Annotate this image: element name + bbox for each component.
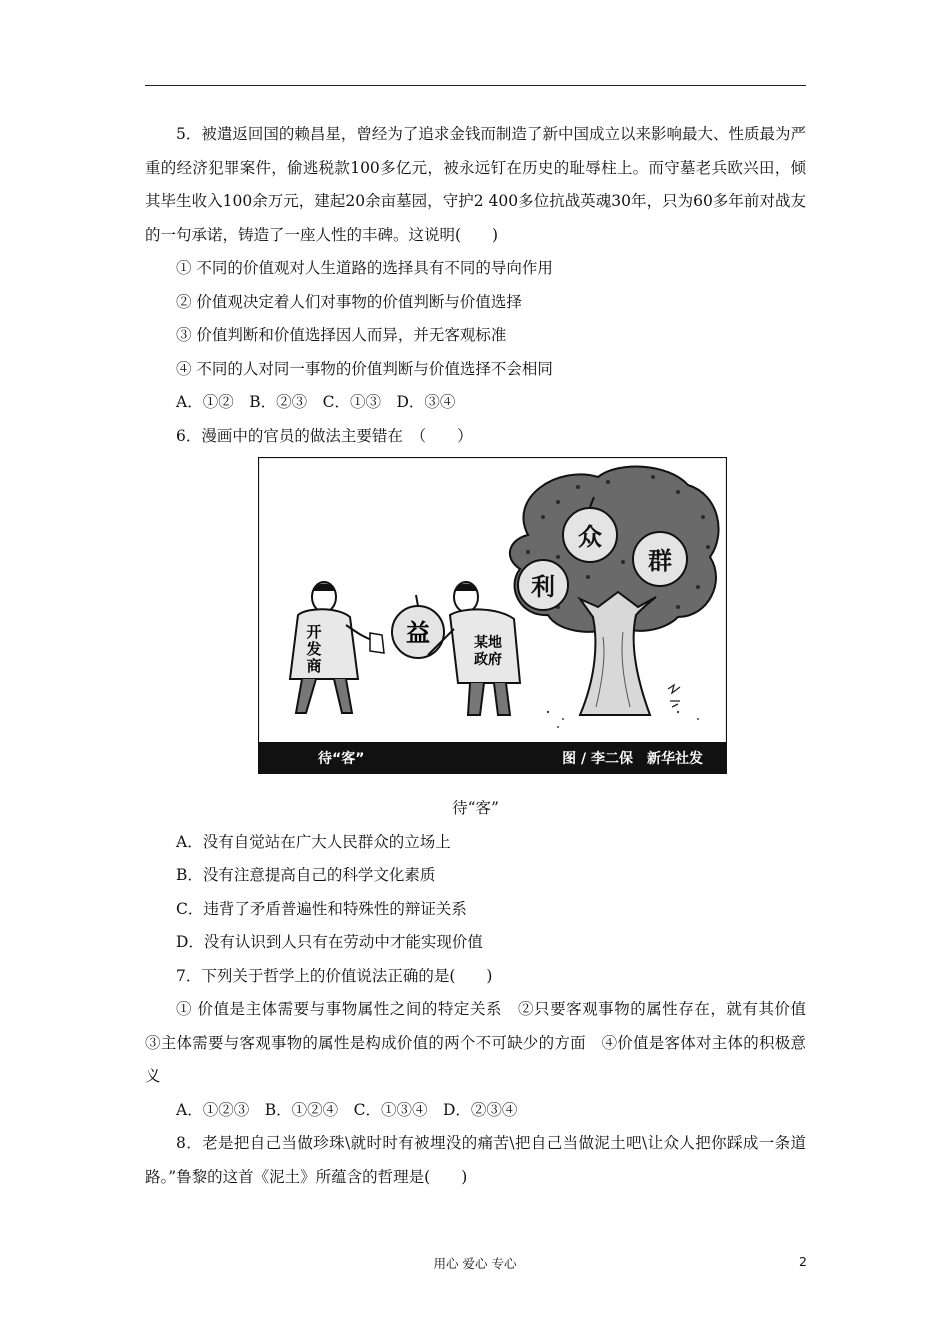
question-5-item-1: ① 不同的价值观对人生道路的选择具有不同的导向作用 [176, 259, 553, 277]
question-6-stem: 6．漫画中的官员的做法主要错在 （ ） [176, 426, 473, 445]
question-8-stem: 8．老是把自己当做珍珠\就时时有被埋没的痛苦\把自己当做泥土吧\让众人把你踩成一条道路。”鲁黎的这首《泥土》所蕴含的哲理是( ) [145, 1134, 806, 1186]
question-6-option-c: C．违背了矛盾普遍性和特殊性的辩证关系 [176, 899, 467, 918]
document-page [145, 118, 822, 1194]
question-5-item-4: ④ 不同的人对同一事物的价值判断与价值选择不会相同 [176, 359, 553, 378]
question-6-option-b: B．没有注意提高自己的科学文化素质 [176, 866, 436, 884]
question-7-options: A．①②③ B．①②④ C．①③④ D．②③④ [176, 1100, 518, 1119]
cartoon-banner-credit: 图 / 李二保 新华社发 [562, 751, 703, 767]
question-7-stem: 7．下列关于哲学上的价值说法正确的是( ) [176, 966, 493, 985]
question-7-body: ① 价值是主体需要与事物属性之间的特定关系 ②只要客观事物的属性存在，就有其价值 ③主体需要与客观事物的属性是构成价值的两个不可缺少的方面 ④价值是客体对主体的积极意义 [145, 1000, 822, 1085]
question-5-item-3: ③ 价值判断和价值选择因人而异，并无客观标准 [176, 326, 507, 344]
government-label-1: 某地 [474, 635, 502, 651]
government-label-2: 政府 [474, 652, 502, 668]
header-rule [145, 85, 806, 86]
tree-apple-1 [518, 560, 568, 610]
cartoon-illustration [258, 457, 727, 774]
held-apple-label: 益 [406, 619, 430, 647]
cartoon-figure [258, 457, 727, 778]
tree-apple-1-label: 利 [531, 573, 555, 601]
developer-label-1: 开 [306, 623, 322, 641]
developer-label-3: 商 [306, 657, 322, 675]
page-number: 2 [799, 1254, 807, 1269]
tree-apple-3-label: 群 [648, 547, 672, 575]
question-6-option-d: D．没有认识到人只有在劳动中才能实现价值 [176, 933, 483, 951]
tree-apple-3 [633, 532, 687, 586]
question-5-options: A．①② B．②③ C．①③ D．③④ [176, 393, 456, 411]
tree-apple-2-label: 众 [578, 523, 602, 551]
question-5-stem: 5．被遣返回国的赖昌星，曾经为了追求金钱而制造了新中国成立以来影响最大、性质最为严重的经济犯罪案件，偷逃税款100多亿元，被永远钉在历史的耻辱柱上。而守墓老兵欧兴田，倾其毕生收入100余万元，建起20余亩墓园，守护2 400多位抗战英魂30年，只为60多年前对战友的一句承诺，铸造了一座人性的丰碑。这说明( ) [145, 125, 806, 244]
question-5-item-2: ② 价值观决定着人们对事物的价值判断与价值选择 [176, 292, 522, 311]
cartoon-banner-title: 待“客” [318, 751, 365, 767]
developer-label-2: 发 [306, 640, 322, 658]
footer-motto: 用心 爱心 专心 [433, 1256, 517, 1271]
cartoon-caption: 待“客” [452, 799, 499, 817]
question-6-option-a: A．没有自觉站在广大人民群众的立场上 [176, 832, 451, 851]
